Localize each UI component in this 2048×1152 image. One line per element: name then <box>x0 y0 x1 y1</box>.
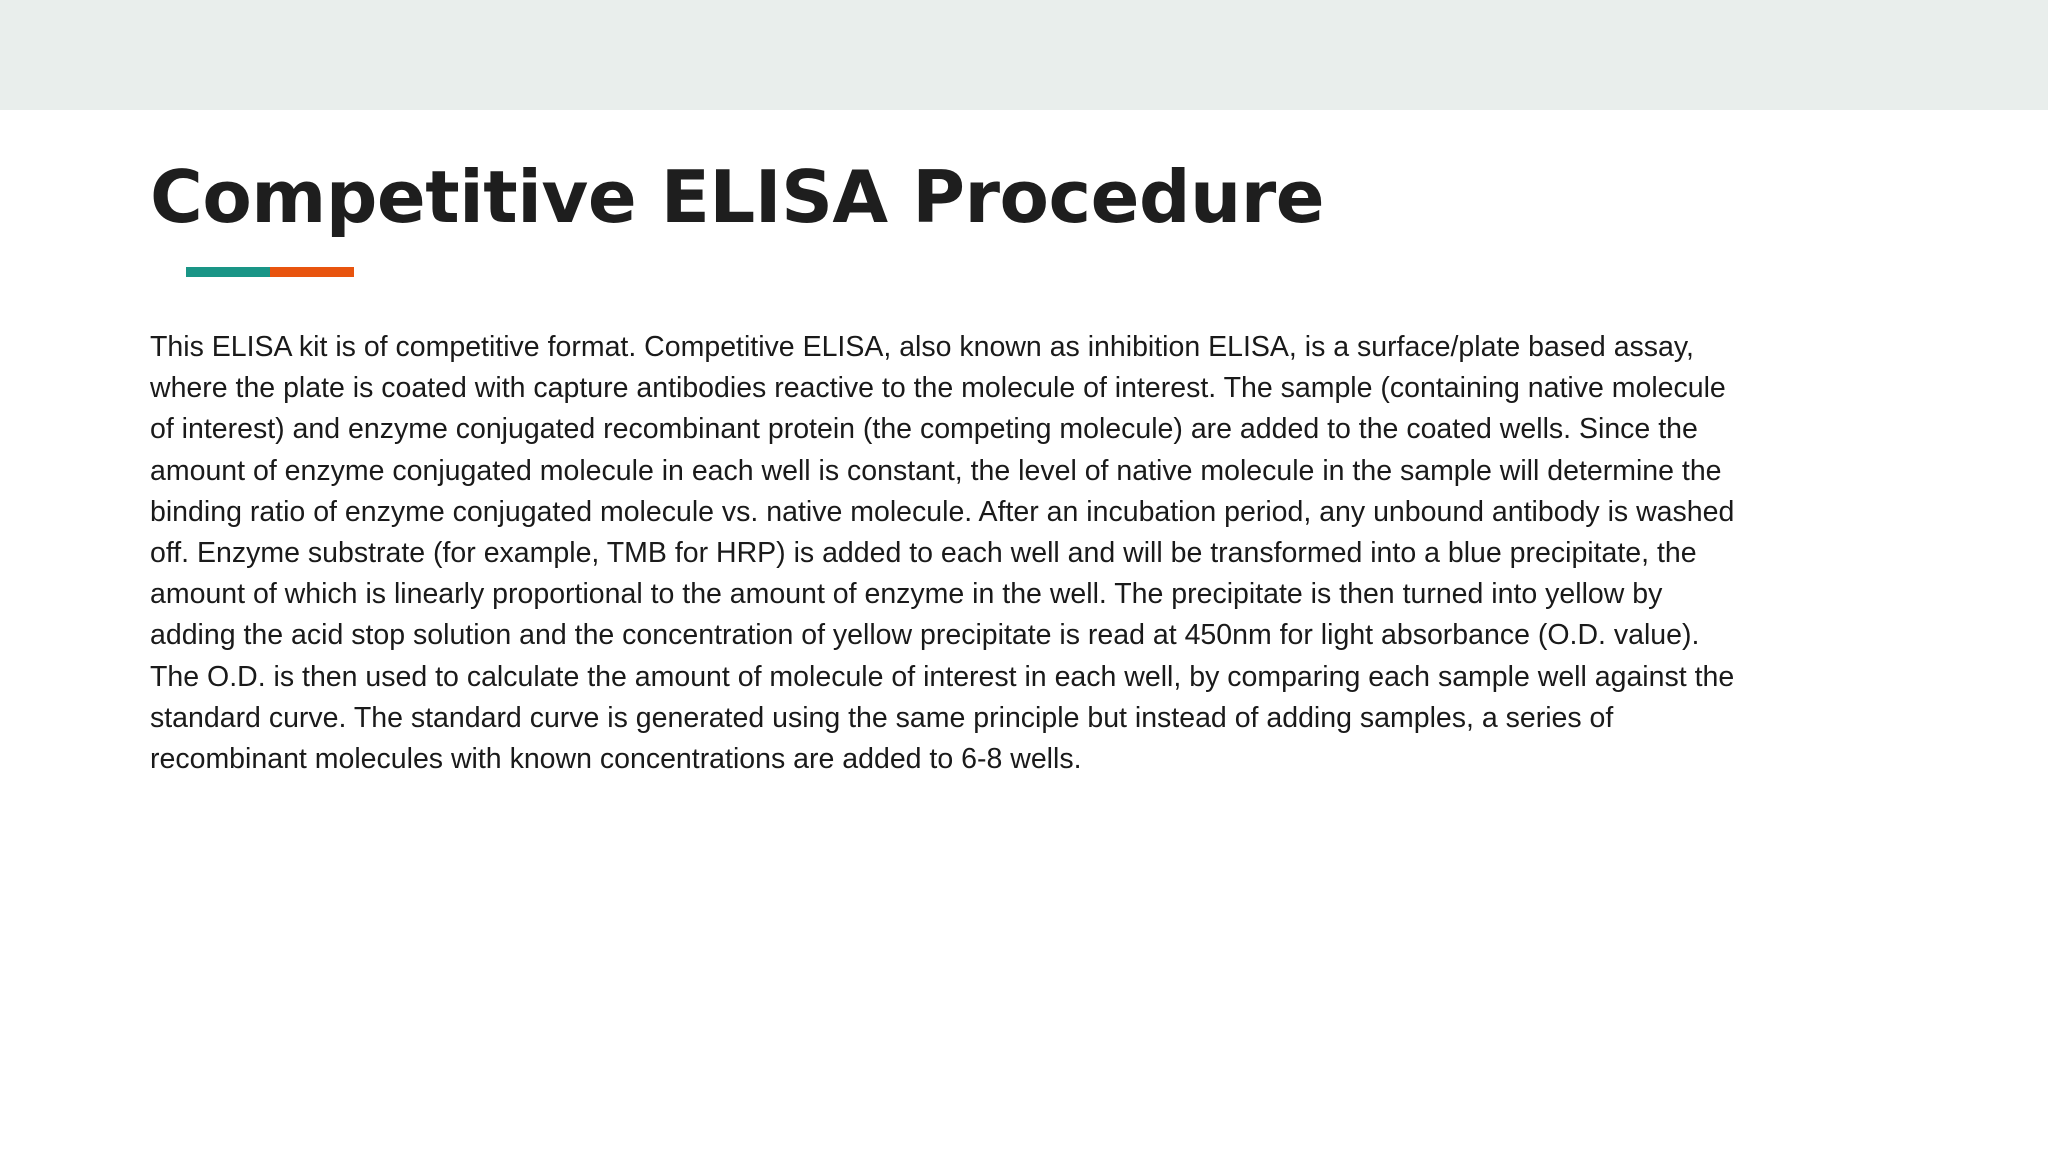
body-line: where the plate is coated with capture antibodies reactive to the molecule of interest. The sample (containing native molecule <box>150 372 1726 405</box>
title-accent-line <box>186 267 354 277</box>
body-line: amount of enzyme conjugated molecule in each well is constant, the level of native molecule in the sample will determine the <box>150 454 1722 487</box>
body-paragraph <box>150 327 1850 780</box>
body-line: of interest) and enzyme conjugated recombinant protein (the competing molecule) are added to the coated wells. Since the <box>150 413 1698 446</box>
accent-segment-teal <box>186 267 270 277</box>
body-line: adding the acid stop solution and the concentration of yellow precipitate is read at 450nm for light absorbance (O.D. value). <box>150 619 1700 652</box>
body-line: This ELISA kit is of competitive format. Competitive ELISA, also known as inhibition ELISA, is a surface/plate based assay, <box>150 331 1694 363</box>
body-line: off. Enzyme substrate (for example, TMB for HRP) is added to each well and will be transformed into a blue precipitate, the <box>150 537 1697 570</box>
accent-segment-orange <box>270 267 354 277</box>
body-line: recombinant molecules with known concentrations are added to 6-8 wells. <box>150 743 1082 776</box>
header-band <box>0 0 2048 110</box>
body-line: The O.D. is then used to calculate the amount of molecule of interest in each well, by comparing each sample well against the <box>150 660 1735 693</box>
body-line: standard curve. The standard curve is generated using the same principle but instead of adding samples, a series of <box>150 701 1614 734</box>
body-line: amount of which is linearly proportional to the amount of enzyme in the well. The precipitate is then turned into yellow by <box>150 578 1663 611</box>
body-line: binding ratio of enzyme conjugated molecule vs. native molecule. After an incubation period, any unbound antibody is washed <box>150 495 1735 528</box>
slide-title: Competitive ELISA Procedure <box>150 155 1325 239</box>
